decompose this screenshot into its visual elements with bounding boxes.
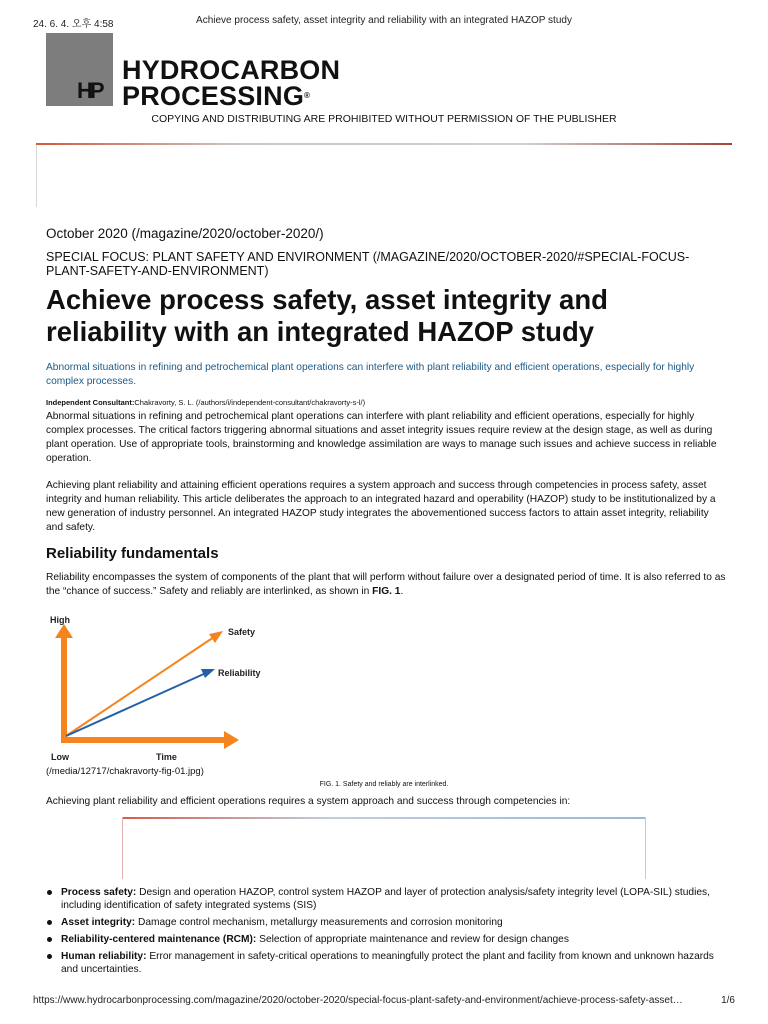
label-low: Low <box>51 752 69 762</box>
ad-frame-left-rule <box>122 817 123 879</box>
figure-caption: FIG. 1. Safety and reliably are interlinked. <box>319 781 449 788</box>
paragraph-3-end: . <box>400 586 404 597</box>
list-item-text: Damage control mechanism, metallurgy measurements and corrosion monitoring <box>135 917 503 928</box>
print-page-title: Achieve process safety, asset integrity and reliability with an integrated HAZOP study <box>196 15 572 26</box>
article-byline <box>46 398 726 407</box>
list-item-text: Error management in safety-critical operations to meaningfully protect the plant and facility from known and unknown hazards and uncertainties. <box>61 951 714 975</box>
logo-mark-text: HP <box>77 78 102 103</box>
list-item <box>46 886 726 912</box>
copyright-notice: COPYING AND DISTRIBUTING ARE PROHIBITED WITHOUT PERMISSION OF THE PUBLISHER <box>151 113 617 125</box>
byline-label: Independent Consultant: <box>46 398 135 407</box>
issue-link[interactable]: October 2020 (/magazine/2020/october-2020/) <box>46 226 324 241</box>
paragraph-1: Abnormal situations in refining and petrochemical plant operations can interfere with plant reliability and efficient operations, especially for highly complex processes. The critical factors triggering abnormal situations and asset integrity issues require review at the design stage, as well as during plant operation. Use of appropriate tools, brainstorming and knowledge assimilation are ways to manage such issues and achieve success in reliable operation. <box>46 411 717 464</box>
paragraph-2: Achieving plant reliability and attaining efficient operations requires a system approach and success through competencies in process safety, asset integrity and human reliability. This article deliberates the approach to an integrated hazard and operability (HAZOP) study to be institutionalized by a new generation of industry personnel. An integrated HAZOP study integrates the abovementioned success factors to attain asset integrity, reliability and safety. <box>46 480 716 533</box>
label-high: High <box>50 615 70 625</box>
ad-banner-frame <box>36 143 732 207</box>
paragraph-3-text: Reliability encompasses the system of components of the plant that will perform without failure over a designated period of time. It is also referred to as the “chance of success.” Safety and reliably are interlinked, as shown in <box>46 572 726 597</box>
list-item-text: Selection of appropriate maintenance and review for design changes <box>256 934 569 945</box>
paragraph-3 <box>46 571 726 599</box>
print-timestamp: 24. 6. 4. 오후 4:58 <box>33 19 114 30</box>
registered-mark: ® <box>304 91 311 100</box>
logo-line-1: HYDROCARBON <box>122 55 341 85</box>
competency-list <box>46 886 726 980</box>
site-logo[interactable] <box>46 33 356 109</box>
figure-image-link[interactable]: (/media/12717/chakravorty-fig-01.jpg) <box>46 766 204 777</box>
reliability-arrowhead <box>201 669 215 678</box>
list-item-term: Reliability-centered maintenance (RCM): <box>61 934 257 945</box>
label-safety: Safety <box>228 627 256 637</box>
figure-1-graphic <box>46 612 266 770</box>
author-link[interactable]: Chakravorty, S. L. (/authors/i/independent-consultant/chakravorty-s-l/) <box>134 398 366 407</box>
figure-1[interactable] <box>46 612 266 770</box>
label-reliability: Reliability <box>218 668 261 678</box>
print-footer <box>33 995 735 1009</box>
list-item-text: Design and operation HAZOP, control system HAZOP and layer of protection analysis/safety integrity level (LOPA-SIL) studies, including identification of safety integrated systems (SIS) <box>61 887 710 911</box>
fig-reference: FIG. 1 <box>372 586 401 597</box>
y-axis-arrowhead <box>55 624 73 638</box>
print-header <box>33 15 735 29</box>
page-number: 1/6 <box>721 995 735 1006</box>
banner-left-rule <box>36 145 37 207</box>
list-item <box>46 950 726 976</box>
list-item-term: Asset integrity: <box>61 917 136 928</box>
ad-frame-right-rule <box>645 817 646 879</box>
list-item-term: Human reliability: <box>61 951 147 962</box>
label-time: Time <box>156 752 177 762</box>
section-heading: Reliability fundamentals <box>46 545 219 562</box>
special-focus-link[interactable]: SPECIAL FOCUS: PLANT SAFETY AND ENVIRONMENT (/MAGAZINE/2020/OCTOBER-2020/#SPECIAL-FOCUS-PLANT-SAFETY-AND-ENVIRONMENT) <box>46 250 690 278</box>
paragraph-4: Achieving plant reliability and efficient operations requires a system approach and success through competencies in: <box>46 796 571 807</box>
list-item-term: Process safety: <box>61 887 137 898</box>
list-item <box>46 916 726 929</box>
banner-top-rule <box>36 143 732 145</box>
reliability-line <box>66 673 206 736</box>
logo-line-2: PROCESSING <box>122 81 305 111</box>
list-item <box>46 933 726 946</box>
ad-frame-top-rule <box>122 817 646 819</box>
embedded-ad-frame <box>122 817 646 881</box>
x-axis-arrowhead <box>224 731 239 749</box>
logo-mark <box>46 33 113 106</box>
article-headline: Achieve process safety, asset integrity and reliability with an integrated HAZOP study <box>46 284 608 347</box>
print-url: https://www.hydrocarbonprocessing.com/magazine/2020/october-2020/special-focus-plant-safety-and-environment/achieve-process-safety-asset… <box>33 995 683 1006</box>
safety-arrowhead <box>209 631 223 643</box>
logo-wordmark <box>122 57 340 109</box>
article-deck: Abnormal situations in refining and petrochemical plant operations can interfere with plant reliability and efficient operations, especially for highly complex processes. <box>46 362 695 387</box>
safety-line <box>66 637 214 736</box>
